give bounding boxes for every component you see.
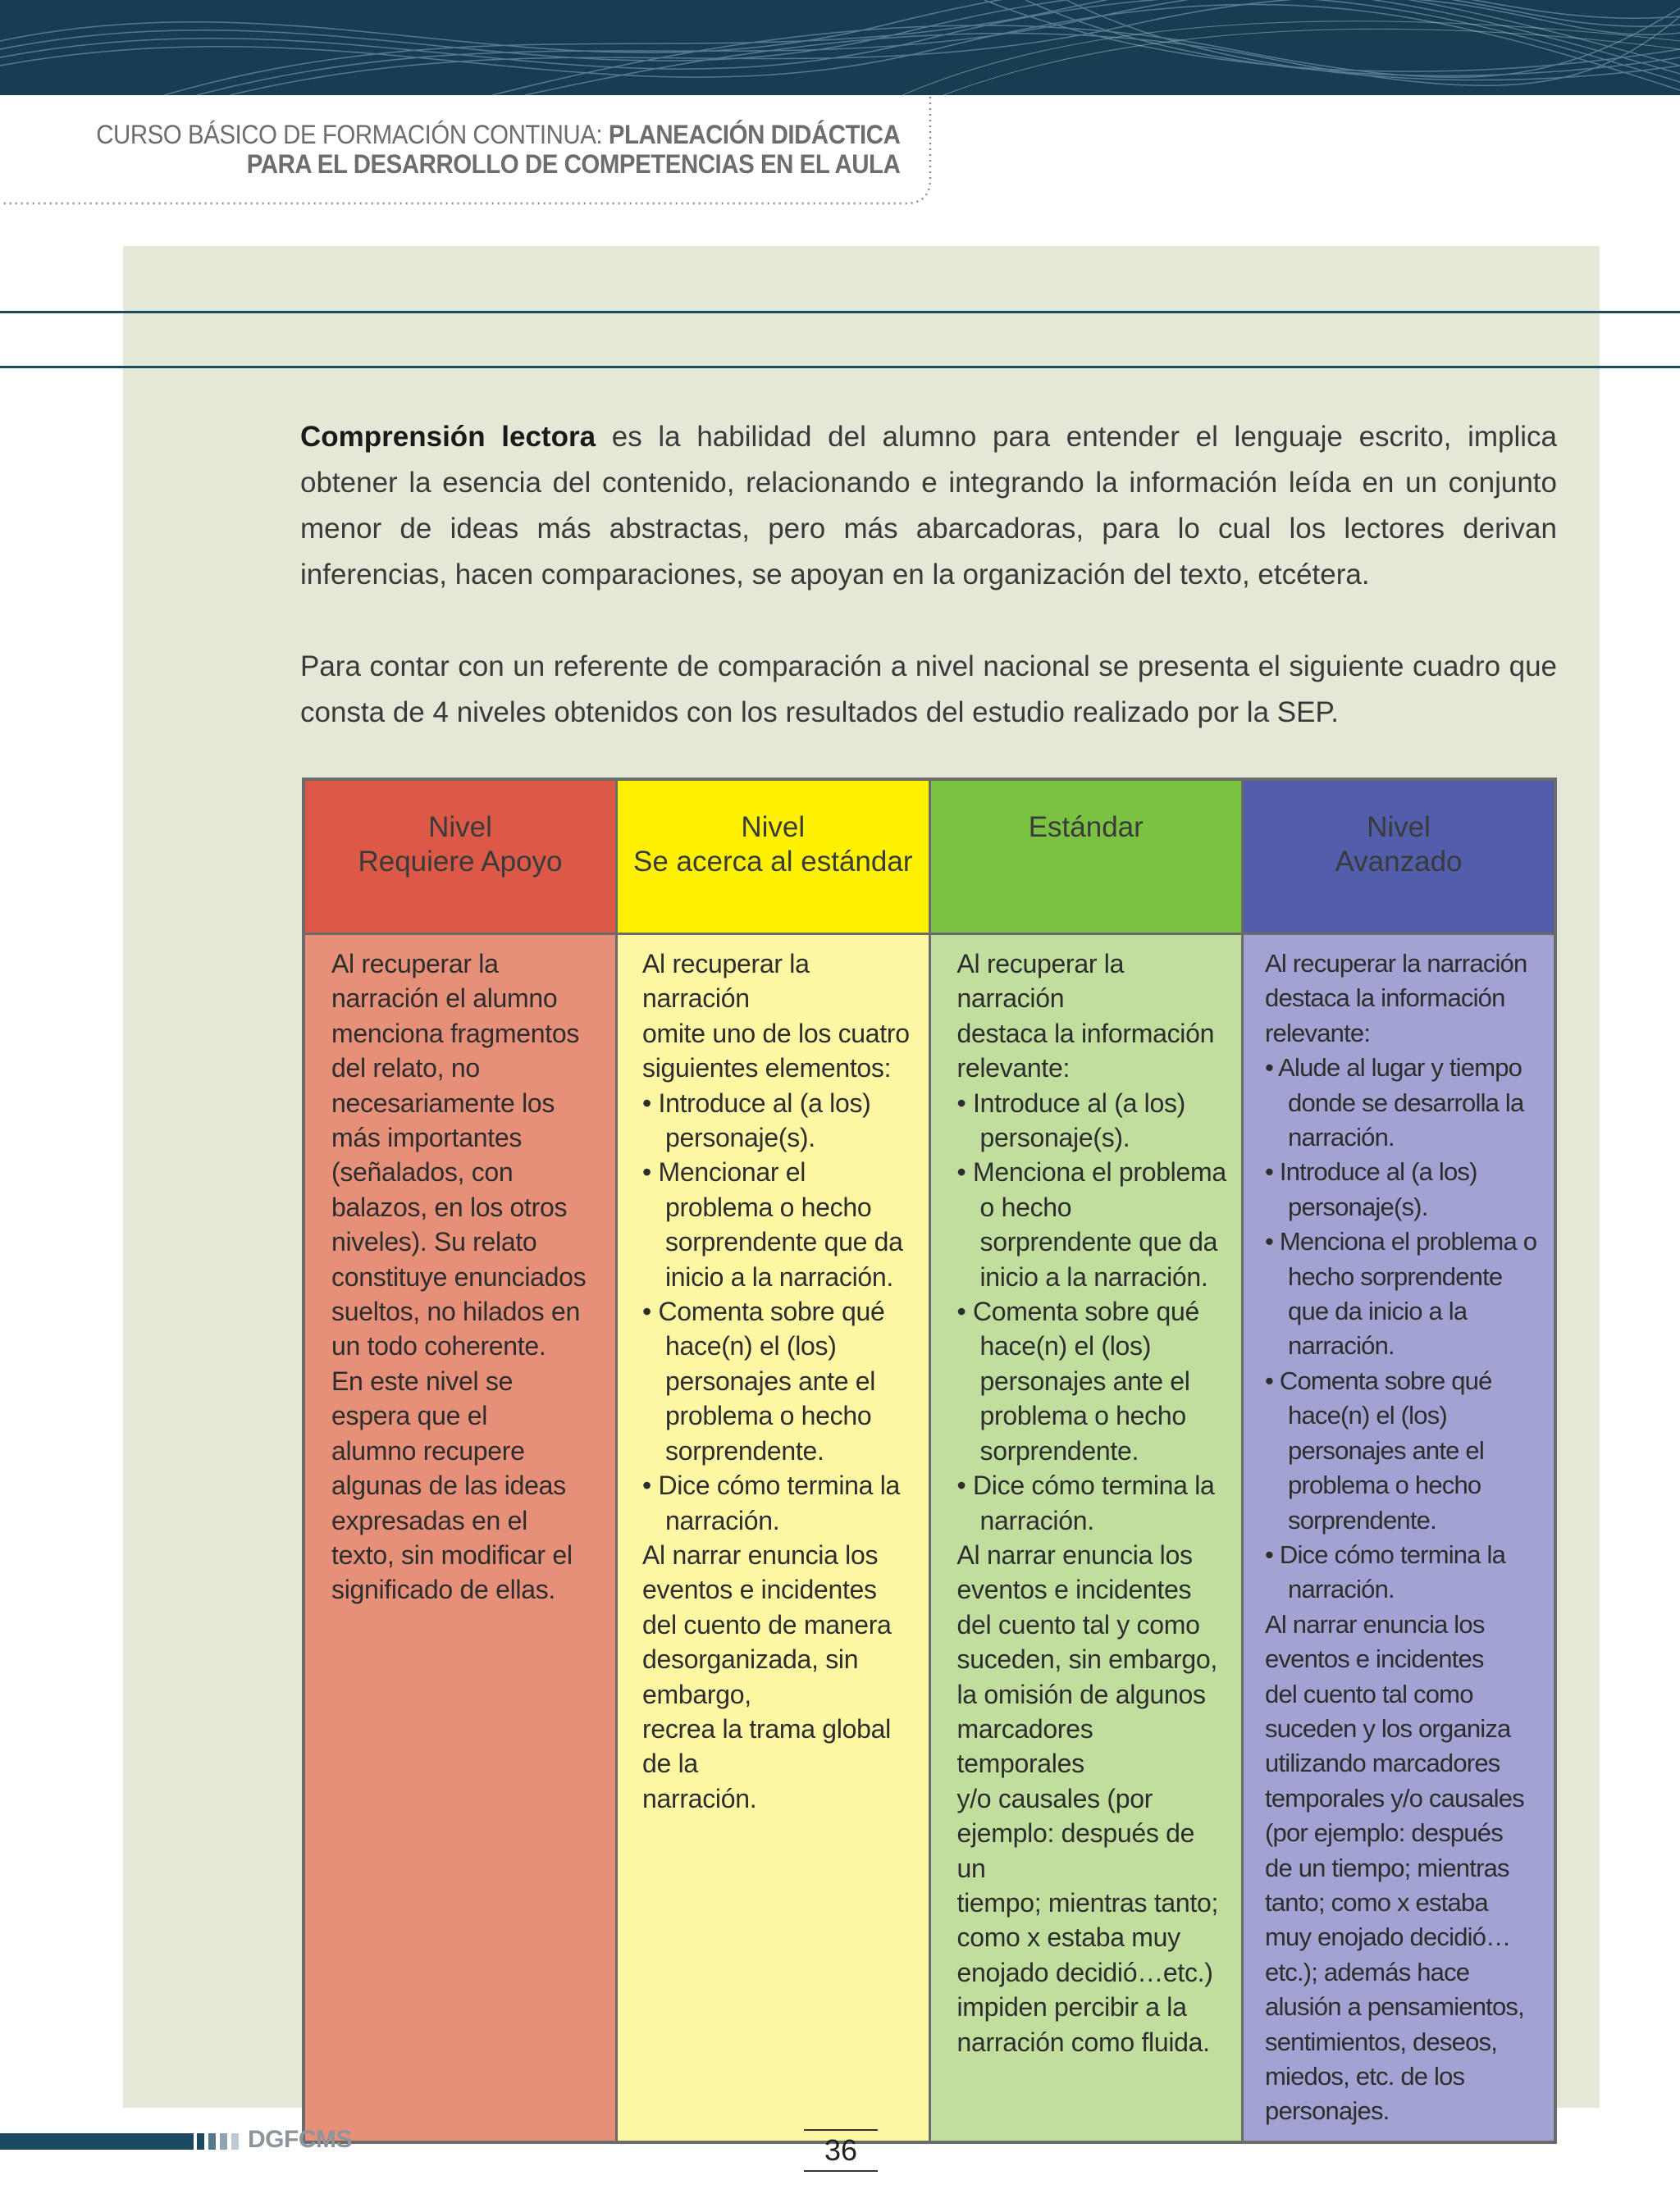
intro-text [300, 414, 1557, 782]
cell-text-line: impiden percibir a la [956, 1992, 1187, 2023]
cell-text-line: recrea la trama global de la [642, 1713, 891, 1779]
running-header-line-1 [96, 120, 900, 149]
cell-text-line: eventos e incidentes [956, 1575, 1192, 1605]
cell-text-line: enojado decidió…etc.) [956, 1957, 1213, 1987]
cell-text-line: del cuento de manera [642, 1609, 892, 1640]
cell-text-line: Al narrar enuncia los [956, 1539, 1193, 1570]
cell-text-line: Al recuperar la narración [1265, 949, 1527, 978]
criterion-bullet: • Dice cómo termina la narración. [1265, 1538, 1539, 1608]
criterion-bullet: • Menciona el problema o hecho sorprendente que da inicio a la narración. [957, 1155, 1227, 1294]
criterion-bullet: • Menciona el problema o hecho sorprendente que da inicio a la narración. [1265, 1225, 1539, 1364]
criterion-bullet: • Comenta sobre qué hace(n) el (los) personajes ante el problema o hecho sorprendente. [1265, 1364, 1539, 1538]
criterion-bullet: • Introduce al (a los) personaje(s). [642, 1086, 914, 1156]
cell-text-line: del relato, no [331, 1053, 480, 1083]
cell-text-line: narración. [642, 1783, 757, 1813]
criterion-bullet: • Dice cómo termina la narración. [642, 1468, 914, 1538]
criterion-bullet: • Comenta sobre qué hace(n) el (los) personajes ante el problema o hecho sorprendente. [957, 1294, 1227, 1468]
cell-text-line: narración el alumno [331, 983, 558, 1014]
course-title-part-2: PARA EL DESARROLLO DE COMPETENCIAS EN EL AULA [246, 149, 900, 179]
footer-bar [0, 2133, 194, 2150]
cell-text-line: personajes. [1265, 2096, 1390, 2126]
cell-text-line: miedos, etc. de los [1265, 2062, 1465, 2091]
cell-text-line: destaca la información [956, 1018, 1215, 1048]
cell-text-line: constituye enunciados [331, 1261, 587, 1292]
cell-text-line: de un tiempo; mientras [1265, 1853, 1509, 1882]
cell-text-line: Al narrar enuncia los [1265, 1609, 1485, 1639]
definition-text: es la habilidad del alumno para entender el lenguaje escrito, implica obtener la esencia del contenido, relacionando e integrando la información leída en un conjunto menor de ideas más abstractas, pero más abarcadoras, para lo cual los lectores derivan inferencias, hacen comparaciones, se apoyan en la organización del texto, etcétera. [300, 421, 1557, 591]
wave-lines-graphic [0, 0, 1680, 95]
criterion-bullet: • Introduce al (a los) personaje(s). [957, 1086, 1227, 1156]
cell-text-line: marcadores temporales [956, 1713, 1093, 1779]
cell-text-line: tiempo; mientras tanto; [956, 1887, 1219, 1918]
cell-text-line: sentimientos, deseos, [1265, 2027, 1498, 2056]
cell-text-line: menciona fragmentos [331, 1018, 580, 1048]
cell-text-line: alumno recupere [331, 1435, 525, 1466]
running-header [96, 120, 900, 179]
cell-text-line: del cuento tal y como [956, 1609, 1200, 1640]
cell-text-line: alusión a pensamientos, [1265, 1992, 1524, 2022]
levels-body-row [304, 934, 1555, 2142]
cell-text-line: más importantes [331, 1123, 523, 1153]
reference-paragraph: Para contar con un referente de comparación a nivel nacional se presenta el siguiente cuadro que consta de 4 niveles obtenidos con los resultados del estudio realizado por la SEP. [300, 650, 1557, 728]
cell-text-line: siguientes elementos: [642, 1053, 892, 1083]
footer-block [208, 2133, 216, 2150]
cell-text-line: expresadas en el [331, 1505, 527, 1535]
header-se-acerca: Nivel Se acerca al estándar [617, 779, 930, 934]
cell-text-line: destaca la información [1265, 983, 1505, 1013]
cell-text-line: la omisión de algunos [956, 1679, 1206, 1709]
cell-text-line: algunas de las ideas [331, 1471, 566, 1501]
cell-text-line: significado de ellas. [331, 1575, 555, 1605]
criterion-bullet: • Introduce al (a los) personaje(s). [1265, 1155, 1539, 1225]
cell-text-line: (señalados, con [331, 1157, 514, 1188]
cell-text-line: omite uno de los cuatro [642, 1018, 910, 1048]
cell-text-line: espera que el [331, 1401, 488, 1431]
cell-text-line: ejemplo: después de un [956, 1818, 1195, 1883]
header-decorative-band [0, 0, 1680, 95]
reading-levels-table [302, 778, 1557, 2144]
cell-text-line: tanto; como x estaba [1265, 1887, 1488, 1917]
course-title-part-1: PLANEACIÓN DIDÁCTICA [608, 120, 900, 149]
cell-text-line: (por ejemplo: después [1265, 1818, 1503, 1848]
footer-block [220, 2133, 227, 2150]
definition-paragraph [300, 414, 1557, 598]
cell-requiere-apoyo [304, 934, 617, 2142]
criterion-bullet: • Comenta sobre qué hace(n) el (los) personajes ante el problema o hecho sorprendente. [642, 1294, 914, 1468]
cell-text-line: texto, sin modificar el [331, 1539, 573, 1570]
cell-estandar [929, 934, 1243, 2142]
course-prefix: CURSO BÁSICO DE FORMACIÓN CONTINUA: [95, 120, 602, 149]
cell-text-line: etc.); además hace [1265, 1957, 1470, 1986]
section-rule-bottom [0, 366, 1680, 368]
cell-text-line: Al narrar enuncia los [642, 1539, 879, 1570]
cell-se-acerca [617, 934, 930, 2142]
defined-term: Comprensión lectora [300, 421, 596, 453]
cell-text-line: eventos e incidentes [1265, 1644, 1484, 1674]
cell-text-line: del cuento tal como [1265, 1679, 1473, 1708]
cell-text-line: Al recuperar la narración [642, 949, 810, 1014]
cell-text-line: necesariamente los [331, 1088, 555, 1118]
criterion-bullet: • Mencionar el problema o hecho sorprendente que da inicio a la narración. [642, 1155, 914, 1294]
cell-text-line: suceden, sin embargo, [956, 1644, 1217, 1675]
cell-text-line: relevante: [1265, 1018, 1371, 1047]
criterion-bullet: • Alude al lugar y tiempo donde se desarrolla la narración. [1265, 1051, 1539, 1155]
cell-avanzado [1243, 934, 1556, 2142]
cell-text-line: En este nivel se [331, 1366, 514, 1396]
cell-text-line: muy enojado decidió… [1265, 1922, 1511, 1952]
cell-text-line: un todo coherente. [331, 1331, 546, 1361]
cell-text-line: utilizando marcadores [1265, 1749, 1500, 1778]
cell-text-line: sueltos, no hilados en [331, 1297, 580, 1327]
cell-text-line: eventos e incidentes [642, 1575, 877, 1605]
cell-text-line: niveles). Su relato [331, 1227, 537, 1257]
cell-text-line: y/o causales (por [956, 1783, 1153, 1813]
header-avanzado: Nivel Avanzado [1243, 779, 1556, 934]
cell-text-line: narración como fluida. [956, 2027, 1210, 2057]
criterion-bullet: • Dice cómo termina la narración. [957, 1468, 1227, 1538]
page-number: 36 [804, 2129, 878, 2172]
footer-org-name: DGFCMS [248, 2126, 352, 2153]
cell-text-line: desorganizada, sin embargo, [642, 1644, 859, 1709]
footer-block [197, 2133, 204, 2150]
cell-text-line: Al recuperar la [331, 949, 499, 978]
cell-text-line: suceden y los organiza [1265, 1713, 1511, 1743]
header-estandar: Estándar [929, 779, 1243, 934]
cell-text-line: balazos, en los otros [331, 1192, 568, 1222]
levels-header-row [304, 779, 1555, 934]
cell-text-line: como x estaba muy [956, 1922, 1180, 1953]
running-header-line-2 [96, 149, 900, 179]
header-requiere-apoyo: Nivel Requiere Apoyo [304, 779, 617, 934]
cell-text-line: temporales y/o causales [1265, 1783, 1524, 1813]
footer-block [231, 2133, 239, 2150]
section-rule-top [0, 311, 1680, 313]
footer-blocks [197, 2133, 243, 2154]
cell-text-line: Al recuperar la narración [956, 949, 1125, 1014]
cell-text-line: relevante: [956, 1053, 1071, 1083]
